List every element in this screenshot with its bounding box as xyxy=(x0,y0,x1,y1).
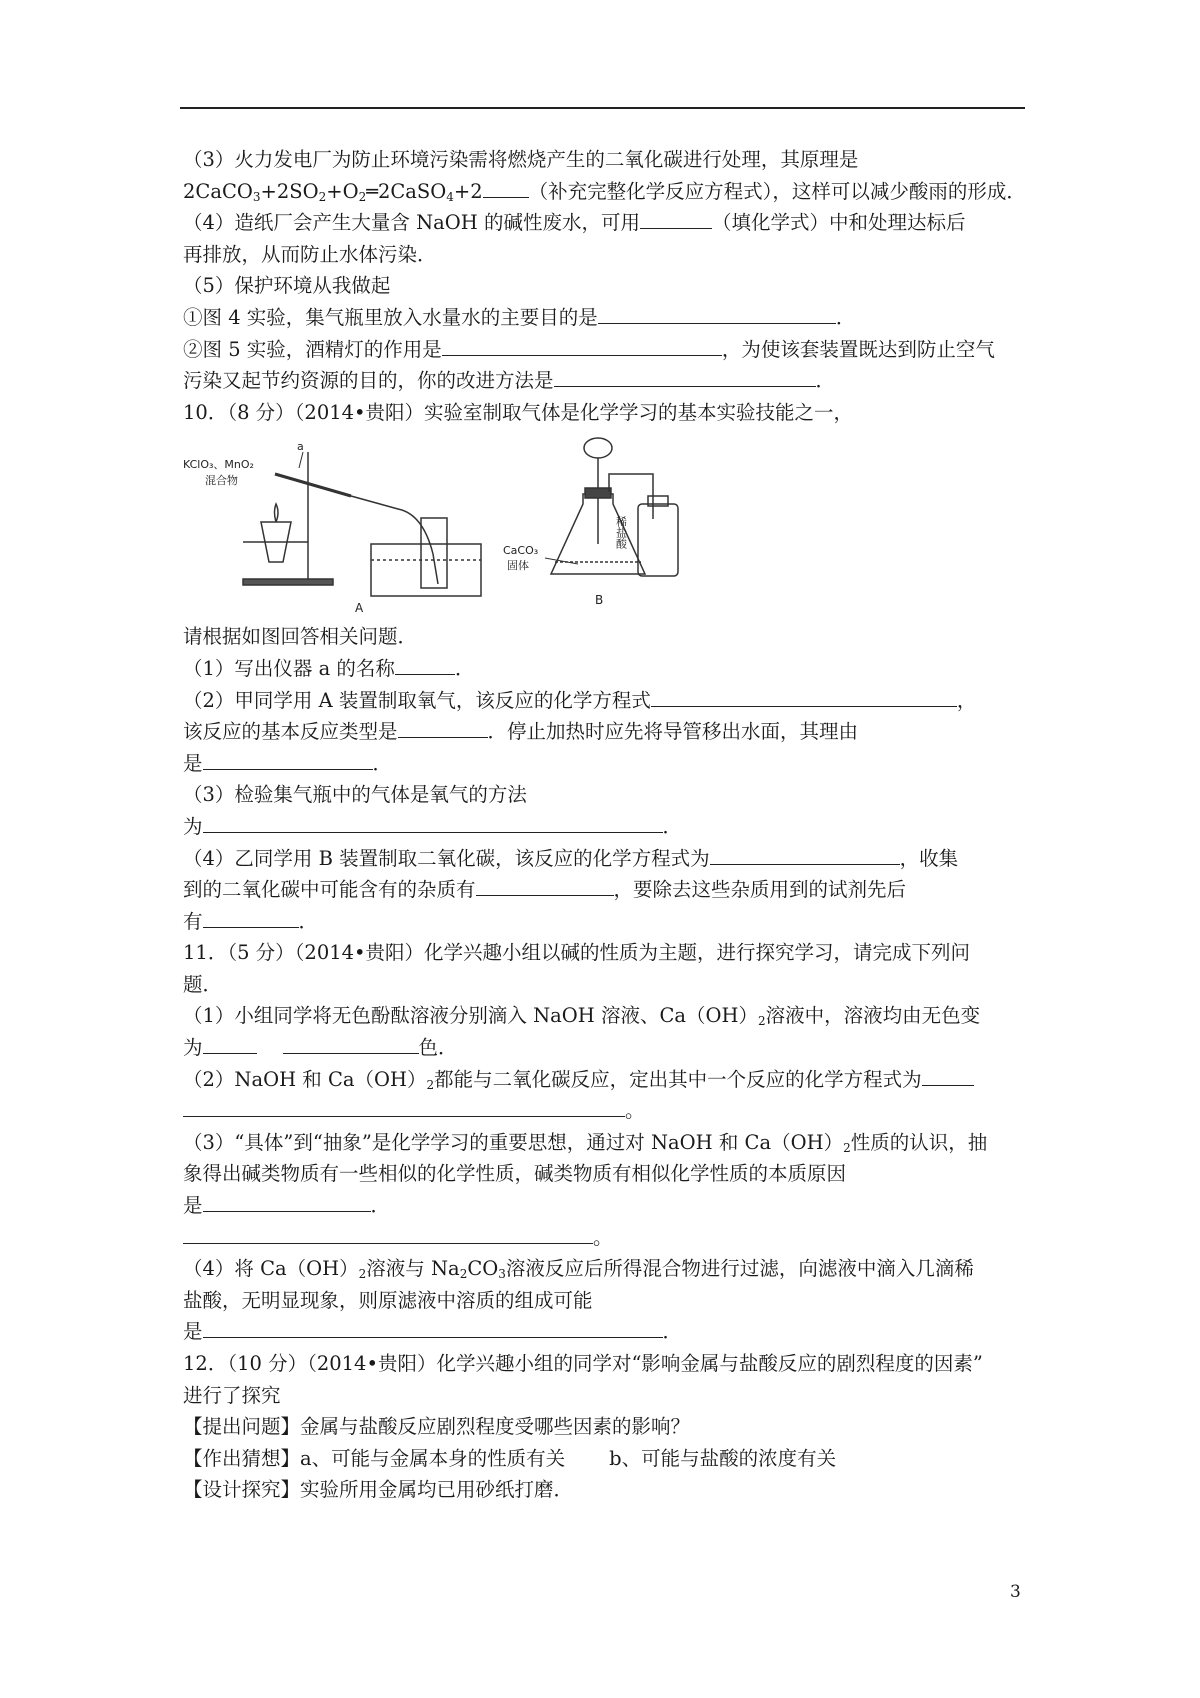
q9-p5-text: （5）保护环境从我做起 xyxy=(183,274,391,298)
eq-sub: 4 xyxy=(446,189,454,204)
answer-blank[interactable] xyxy=(203,907,299,928)
q10-figure xyxy=(183,434,1025,619)
q11-p3b xyxy=(183,1158,1025,1190)
answer-blank[interactable] xyxy=(483,177,529,198)
answer-blank[interactable] xyxy=(203,812,663,833)
q11-p3a xyxy=(183,1127,1025,1159)
eq-part: +2SO xyxy=(260,179,319,203)
gas-collecting-bottle xyxy=(421,518,447,588)
q11-p4b xyxy=(183,1285,1025,1317)
q10-p4b xyxy=(183,874,1025,906)
q9-p4-text: （填化学式）中和处理达标后 xyxy=(711,211,966,235)
eq-part: （补充完整化学反应方程式），这样可以减少酸雨的形成． xyxy=(528,179,1026,203)
answer-blank[interactable] xyxy=(710,844,900,865)
q10-text: （2）甲同学用 A 装置制取氧气，该反应的化学方程式 xyxy=(183,688,651,712)
q11-p1a xyxy=(183,1000,1025,1032)
label-a: a xyxy=(297,440,304,454)
figure-caption-a: A xyxy=(355,601,364,616)
q9-p3-equation xyxy=(183,176,1025,208)
apparatus-b xyxy=(545,438,678,576)
q10-text: ， xyxy=(956,688,977,712)
q12-design xyxy=(183,1474,1025,1506)
q10-text: 请根据如图回答相关问题． xyxy=(183,625,418,649)
q11-text: 色． xyxy=(418,1036,458,1060)
q11-p3d xyxy=(183,1222,1025,1254)
answer-blank[interactable] xyxy=(922,1065,974,1086)
q9-p5-2a xyxy=(183,334,1025,366)
eq-sub: 3 xyxy=(252,189,261,204)
q12-text: b、可能与盐酸的浓度有关 xyxy=(609,1446,837,1470)
q10-p2b xyxy=(183,716,1025,748)
q12-guess xyxy=(183,1443,1025,1475)
answer-blank[interactable] xyxy=(640,208,712,229)
q11-text: 盐酸，无明显现象，则原滤液中溶质的组成可能 xyxy=(183,1288,593,1312)
q10-p2a xyxy=(183,685,1025,717)
question-header: 10．（8 分）（2014•贵阳）实验室制取气体是化学学习的基本实验技能之一， xyxy=(183,400,854,424)
answer-blank[interactable] xyxy=(554,366,816,387)
answer-blank[interactable] xyxy=(476,875,614,896)
eq-sub: 2 xyxy=(358,189,367,204)
q11-text: CO xyxy=(467,1257,499,1281)
q10-p3a xyxy=(183,779,1025,811)
funnel-top xyxy=(584,438,612,458)
q11-p2b xyxy=(183,1095,1025,1127)
q12-header1 xyxy=(183,1348,1025,1380)
q10-text: ． xyxy=(372,751,393,775)
q9-p3-line1 xyxy=(183,144,1025,176)
q12-text: 【提出问题】金属与盐酸反应剧烈程度受哪些因素的影响？ xyxy=(183,1415,691,1439)
q11-header2 xyxy=(183,969,1025,1001)
label-kclo3-mno2: KClO₃、MnO₂ xyxy=(183,458,254,472)
answer-blank[interactable] xyxy=(203,1317,663,1338)
q11-text: 为 xyxy=(183,1036,203,1060)
q9-p5-text: ①图 4 实验，集气瓶里放入水量水的主要目的是 xyxy=(183,305,598,329)
q10-text: （4）乙同学用 B 装置制取二氧化碳，该反应的化学方程式为 xyxy=(183,846,710,870)
q11-text: 象得出碱类物质有一些相似的化学性质，碱类物质有相似化学性质的本质原因 xyxy=(183,1162,847,1186)
q10-p2c xyxy=(183,748,1025,780)
q9-p5-text: ，为使该套装置既达到防止空气 xyxy=(721,337,995,361)
q11-text: ． xyxy=(370,1194,391,1218)
lamp-flame xyxy=(275,504,279,522)
q11-text: 溶液中，溶液均由无色变 xyxy=(765,1004,981,1028)
q9-p5-text: ． xyxy=(815,369,836,393)
q9-p3-text: （3）火力发电厂为防止环境污染需将燃烧产生的二氧化碳进行处理，其原理是 xyxy=(183,148,859,171)
q10-text: 有 xyxy=(183,909,203,933)
label-solid: 固体 xyxy=(507,559,529,573)
q11-text: ． xyxy=(662,1320,683,1344)
q11-text: （4）将 Ca（OH） xyxy=(183,1257,359,1281)
q9-p5-title xyxy=(183,270,1025,302)
answer-blank[interactable] xyxy=(283,1033,419,1054)
q10-text: ． xyxy=(298,909,319,933)
q9-p5-1 xyxy=(183,302,1025,334)
figure-caption-b: B xyxy=(595,593,604,608)
q10-p4c xyxy=(183,906,1025,938)
q9-p4-line1 xyxy=(183,207,1025,239)
q10-text: ． xyxy=(662,814,683,838)
q9-p4-line2 xyxy=(183,239,1025,271)
gas-bottle-b xyxy=(638,504,678,576)
label-a-pointer xyxy=(299,452,303,468)
test-tube xyxy=(275,474,351,496)
q10-intro xyxy=(183,621,1025,653)
page-body xyxy=(183,144,1025,1506)
q11-text: 性质的认识，抽 xyxy=(850,1130,988,1154)
label-dilute-hcl: 稀盐酸 xyxy=(614,516,628,550)
q10-text: ，要除去这些杂质用到的试剂先后 xyxy=(613,878,907,902)
q11-text: 是 xyxy=(183,1194,203,1218)
eq-part: +2 xyxy=(453,179,483,203)
delivery-tube-bend xyxy=(398,509,438,584)
q10-text: 该反应的基本反应类型是 xyxy=(183,720,398,744)
q11-text: 。 xyxy=(593,1225,613,1249)
question-header: 11．（5 分）（2014•贵阳）化学兴趣小组以碱的性质为主题，进行探究学习，请完成下列问 xyxy=(183,941,971,965)
q11-p4a xyxy=(183,1253,1025,1285)
q10-text: ，收集 xyxy=(899,846,959,870)
q11-header1 xyxy=(183,937,1025,969)
answer-blank[interactable] xyxy=(398,717,488,738)
page-number: 3 xyxy=(1010,1582,1021,1602)
q11-p1b xyxy=(183,1032,1025,1064)
q10-header xyxy=(183,397,1025,429)
q10-p4a xyxy=(183,843,1025,875)
q10-text: 为 xyxy=(183,814,203,838)
q10-text: （1）写出仪器 a 的名称 xyxy=(183,656,395,680)
header-rule xyxy=(180,107,1025,109)
formula-sub: 2 xyxy=(843,1140,851,1155)
q11-text: 溶液与 Na xyxy=(366,1257,460,1281)
eq-part: 2CaCO xyxy=(183,179,253,203)
answer-blank[interactable] xyxy=(203,1191,371,1212)
answer-blank[interactable] xyxy=(651,686,957,707)
q9-p4-text: 再排放，从而防止水体污染． xyxy=(183,242,437,266)
formula-sub: 2 xyxy=(459,1267,468,1282)
lab-apparatus-figure xyxy=(183,434,703,619)
q11-p3c xyxy=(183,1190,1025,1222)
q11-text: 。 xyxy=(625,1099,645,1123)
formula-sub: 2 xyxy=(426,1077,435,1092)
q10-text: ． xyxy=(454,656,475,680)
q12-text: 【设计探究】实验所用金属均已用砂纸打磨． xyxy=(183,1478,574,1502)
q11-text: 都能与二氧化碳反应，定出其中一个反应的化学方程式为 xyxy=(434,1067,922,1091)
answer-blank[interactable] xyxy=(598,303,836,324)
q10-text: 是 xyxy=(183,751,203,775)
question-header: 进行了探究 xyxy=(183,1383,281,1407)
q10-p3b xyxy=(183,811,1025,843)
answer-blank[interactable] xyxy=(203,1033,257,1054)
answer-blank[interactable] xyxy=(203,749,373,770)
question-header: 12．（10 分）（2014•贵阳）化学兴趣小组的同学对“影响金属与盐酸反应的剧烈程度的因素” xyxy=(183,1352,983,1375)
question-header: 题． xyxy=(183,972,223,996)
formula-sub: 2 xyxy=(758,1014,766,1029)
q10-text: 到的二氧化碳中可能含有的杂质有 xyxy=(183,878,476,902)
q10-p1 xyxy=(183,653,1025,685)
apparatus-a xyxy=(243,452,481,596)
eq-part: +O xyxy=(326,179,359,203)
q10-text: ．停止加热时应先将导管移出水面，其理由 xyxy=(487,720,859,744)
answer-blank[interactable] xyxy=(183,1096,625,1117)
q9-p5-2b xyxy=(183,365,1025,397)
q9-p5-text: 污染又起节约资源的目的，你的改进方法是 xyxy=(183,369,554,393)
stand-base xyxy=(243,579,333,585)
eq-sub: 2 xyxy=(318,189,327,204)
q10-text: （3）检验集气瓶中的气体是氧气的方法 xyxy=(183,783,527,807)
q9-p5-text: ②图 5 实验，酒精灯的作用是 xyxy=(183,337,442,361)
eq-part: ═2CaSO xyxy=(366,179,447,203)
label-mixture: 混合物 xyxy=(205,474,238,488)
q11-text: （2）NaOH 和 Ca（OH） xyxy=(183,1067,427,1091)
q11-text: 溶液反应后所得混合物进行过滤，向滤液中滴入几滴稀 xyxy=(505,1257,974,1281)
q11-p2a xyxy=(183,1064,1025,1096)
q12-raise xyxy=(183,1411,1025,1443)
q11-text: （1）小组同学将无色酚酞溶液分别滴入 NaOH 溶液、Ca（OH） xyxy=(183,1004,759,1028)
answer-blank[interactable] xyxy=(442,335,722,356)
delivery-tube-b xyxy=(609,474,653,519)
q9-p4-text: （4）造纸厂会产生大量含 NaOH 的碱性废水，可用 xyxy=(183,211,640,235)
q9-p5-text: ． xyxy=(835,305,856,329)
formula-sub: 2 xyxy=(358,1267,367,1282)
q11-p4c xyxy=(183,1316,1025,1348)
answer-blank[interactable] xyxy=(183,1223,593,1244)
q11-text: （3）“具体”到“抽象”是化学学习的重要思想，通过对 NaOH 和 Ca（OH） xyxy=(183,1130,844,1154)
formula-sub: 3 xyxy=(498,1267,506,1282)
solid-pointer xyxy=(545,558,578,564)
delivery-tube xyxy=(351,496,398,509)
q12-header2 xyxy=(183,1380,1025,1412)
q12-text: 【作出猜想】a、可能与金属本身的性质有关 xyxy=(183,1446,566,1470)
q11-text: 是 xyxy=(183,1320,203,1344)
answer-blank[interactable] xyxy=(395,654,455,675)
label-caco3: CaCO₃ xyxy=(503,544,539,558)
stopper xyxy=(585,488,611,498)
